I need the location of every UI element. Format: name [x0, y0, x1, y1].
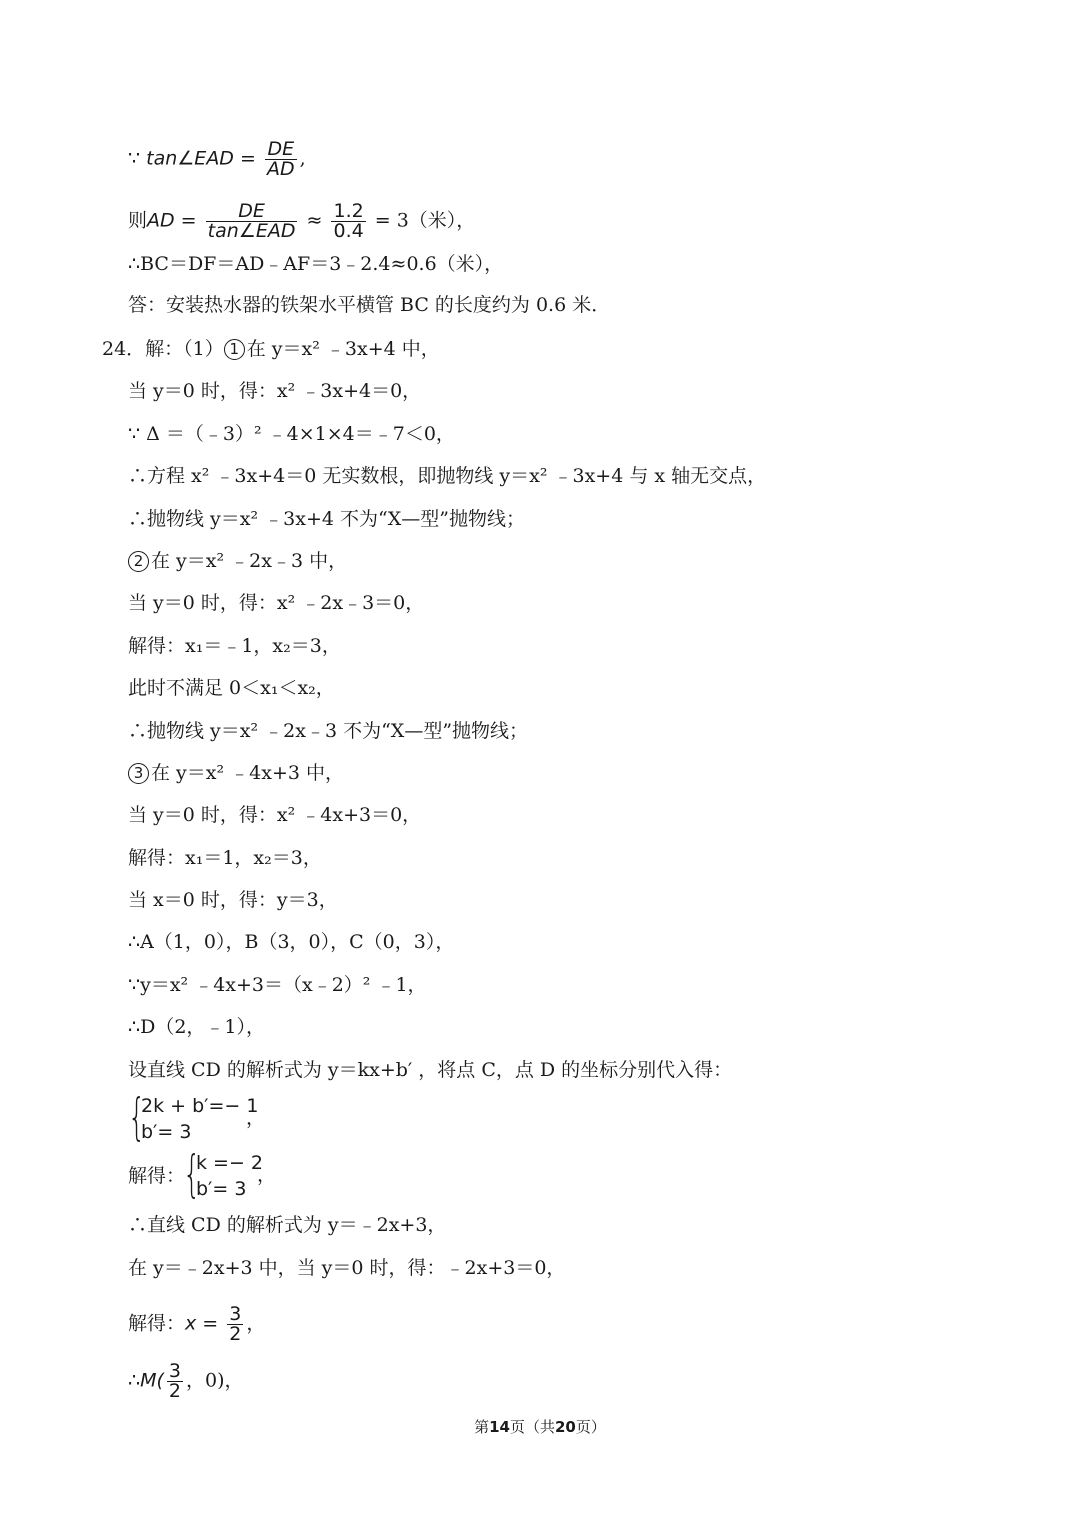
question-number: 24．解：（1）: [102, 338, 224, 360]
punctuation: ,: [299, 147, 306, 170]
fraction-denominator: tan∠EAD: [207, 220, 296, 242]
text-span: 在 y＝x² ﹣2x﹣3 中，: [151, 550, 348, 572]
text-line: [128, 140, 306, 179]
therefore-symbol: ∴: [128, 1369, 141, 1392]
text-line: ∴方程 x² ﹣3x+4＝0 无实数根，即抛物线 y＝x² ﹣3x+4 与 x 轴无交点，: [128, 465, 767, 487]
text-line: [128, 548, 347, 574]
brace-icon: {: [128, 1088, 146, 1146]
text-line: ∴A（1，0），B（3，0），C（0，3），: [128, 931, 455, 953]
fraction-denominator: 2: [229, 1323, 242, 1345]
text-line: 在 y＝﹣2x+3 中，当 y＝0 时，得：﹣2x+3＝0，: [128, 1257, 566, 1279]
text-line: [128, 1362, 244, 1401]
equation-row: b′= 3: [141, 1121, 192, 1143]
equation-row: k =− 2: [196, 1152, 264, 1174]
punctuation: ，: [257, 1164, 277, 1186]
question-header: [102, 336, 440, 362]
text-line: 当 y＝0 时，得：x² ﹣4x+3＝0，: [128, 804, 422, 826]
text-span: = 3（米），: [374, 209, 476, 232]
fraction-denominator: AD: [266, 158, 295, 180]
math-expression: M(: [140, 1369, 164, 1392]
text-span: 则: [128, 209, 148, 232]
fraction: [206, 202, 298, 241]
text-span: 在 y＝x² ﹣4x+3 中，: [151, 762, 344, 784]
footer-text: 页（共: [509, 1418, 555, 1436]
fraction-denominator: 0.4: [333, 220, 364, 242]
brace-icon: {: [183, 1145, 201, 1203]
text-line: ∵ Δ ＝（﹣3）² ﹣4×1×4＝﹣7＜0，: [128, 423, 455, 445]
text-line: 当 x＝0 时，得：y＝3，: [128, 889, 338, 911]
text-line: 解得：x₁＝1，x₂＝3，: [128, 847, 322, 869]
page-number: 14: [489, 1418, 510, 1436]
fraction: [167, 1362, 183, 1401]
math-expression: tan∠EAD =: [146, 147, 256, 170]
circled-number-icon: 2: [128, 551, 149, 572]
fraction-numerator: 3: [168, 1360, 181, 1382]
page-footer: [0, 1416, 1080, 1437]
text-line: ∴D（2，﹣1），: [128, 1016, 265, 1038]
text-line: 设直线 CD 的解析式为 y＝kx+b′ ，将点 C，点 D 的坐标分别代入得：: [128, 1059, 733, 1081]
total-pages: 20: [555, 1418, 576, 1436]
text-line: ∴抛物线 y＝x² ﹣2x﹣3 不为“X—型”抛物线；: [128, 720, 529, 742]
text-span: 在 y＝x² ﹣3x+4 中，: [246, 338, 440, 360]
fraction: [331, 202, 365, 241]
text-line: 解得：x₁＝﹣1，x₂＝3，: [128, 635, 341, 657]
text-line: 解得：: [128, 1165, 186, 1187]
math-expression: x =: [185, 1312, 219, 1335]
footer-text: 第: [474, 1418, 490, 1436]
fraction-numerator: DE: [206, 202, 298, 222]
punctuation: ，: [246, 1312, 266, 1335]
equation-row: 2k + b′=− 1: [141, 1095, 259, 1117]
because-symbol: ∵: [128, 147, 141, 170]
text-line: 答：安装热水器的铁架水平横管 BC 的长度约为 0.6 米．: [128, 294, 611, 316]
text-line: ∴BC＝DF＝AD﹣AF＝3﹣2.4≈0.6（米），: [128, 253, 504, 275]
text-line: ∴直线 CD 的解析式为 y＝﹣2x+3，: [128, 1214, 447, 1236]
fraction: [227, 1305, 243, 1344]
fraction-denominator: 2: [168, 1380, 181, 1402]
punctuation: ，: [246, 1107, 266, 1129]
fraction-numerator: 1.2: [333, 200, 364, 222]
fraction-numerator: DE: [265, 140, 297, 160]
text-line: 当 y＝0 时，得：x² ﹣3x+4＝0，: [128, 380, 422, 402]
fraction: [265, 140, 297, 179]
text-span: ，0)，: [186, 1369, 244, 1392]
text-line: ∵y＝x² ﹣4x+3＝（x﹣2）² ﹣1，: [128, 974, 427, 996]
circled-number-icon: 1: [224, 339, 245, 360]
equation-system: [128, 1088, 288, 1146]
text-line: 此时不满足 0＜x₁＜x₂，: [128, 677, 335, 699]
text-line: [128, 760, 344, 786]
math-expression: AD =: [147, 209, 197, 232]
text-line: [128, 1305, 265, 1344]
text-line: ∴抛物线 y＝x² ﹣3x+4 不为“X—型”抛物线；: [128, 508, 525, 530]
equation-row: b′= 3: [196, 1178, 247, 1200]
equation-system: [183, 1145, 303, 1203]
footer-text: 页）: [575, 1418, 606, 1436]
text-line: 当 y＝0 时，得：x² ﹣2x﹣3＝0，: [128, 592, 425, 614]
text-line: [128, 202, 475, 241]
circled-number-icon: 3: [128, 763, 149, 784]
approx-symbol: ≈: [306, 209, 323, 232]
text-span: 解得：: [128, 1312, 186, 1335]
fraction-numerator: 3: [229, 1303, 242, 1325]
